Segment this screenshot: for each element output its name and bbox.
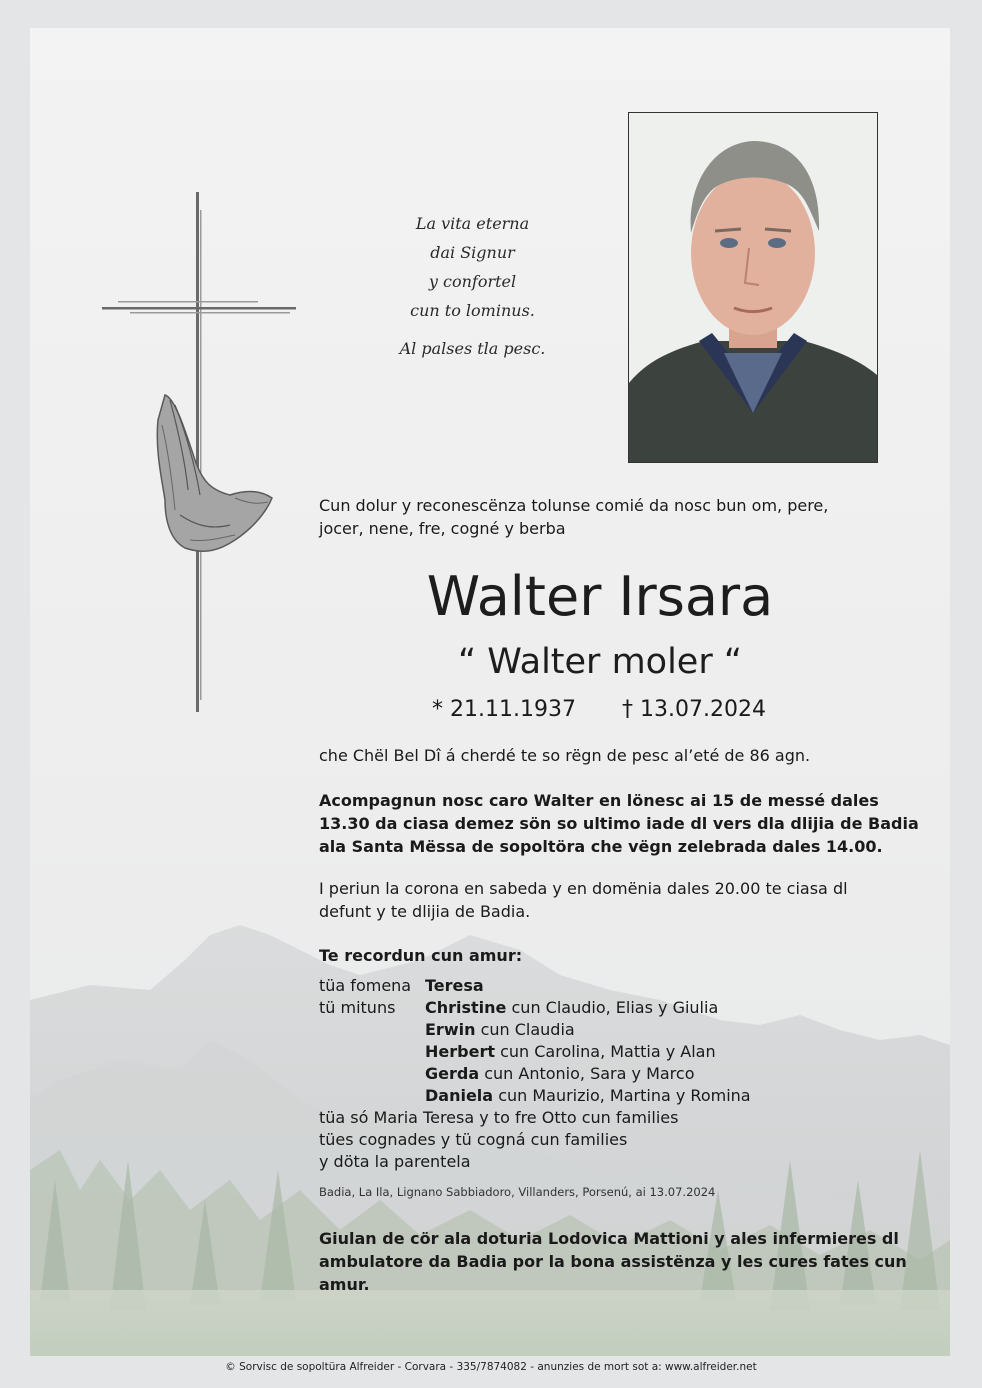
portrait-photo [628,112,878,463]
places-date: Badia, La Ila, Lignano Sabbiadoro, Villanders, Porsenú, ai 13.07.2024 [319,1185,716,1199]
family-row-child [319,1063,751,1085]
rosary-line-1: I periun la corona en sabeda y en domënia dales 20.00 te ciasa dl [319,879,848,898]
child-rest: cun Maurizio, Martina y Romina [498,1086,751,1105]
child-rest: cun Claudio, Elias y Giulia [511,998,719,1017]
praying-hands-icon [150,390,275,555]
verse-line-3: y confortel [428,272,517,291]
family-list [319,975,751,1173]
remember-heading: Te recordun cun amur: [319,946,523,965]
family-other: tües cognades y tü cogná cun families [319,1130,628,1149]
family-row-other [319,1129,751,1151]
verse-line-4: cun to lominus. [410,301,535,320]
child-name: Erwin [425,1020,476,1039]
deceased-nickname: “ Walter moler “ [458,642,742,682]
family-row-child [319,1019,751,1041]
verse-line-5: Al palses tla pesc. [399,339,546,358]
thanks-line-3: amur. [319,1275,370,1294]
age-line: che Chël Bel Dî á cherdé te so rëgn de pesc al’eté de 86 agn. [319,746,811,765]
thanks-line-1: Giulan de cör ala doturia Lodovica Mattioni y ales infermieres dl [319,1229,899,1248]
child-rest: cun Carolina, Mattia y Alan [500,1042,716,1061]
death-date: † 13.07.2024 [622,697,766,722]
rosary-line-2: defunt y te dlijia de Badia. [319,902,531,921]
footer-credit: © Sorvisc de sopoltüra Alfreider - Corvara - 335/7874082 - anunzies de mort sot a: www.alfreider.net [225,1361,757,1373]
verse-line-2: dai Signur [430,243,515,262]
children-label: tü mituns [319,998,396,1017]
family-other: tüa só Maria Teresa y to fre Otto cun families [319,1108,679,1127]
family-row-other [319,1151,751,1173]
family-row-child [319,997,751,1019]
family-row-wife [319,975,751,997]
funeral-line-2: 13.30 da ciasa demez sön so ultimo iade dl vers dla dlijia de Badia [319,814,919,833]
family-row-other [319,1107,751,1129]
wife-label: tüa fomena [319,976,412,995]
birth-date: * 21.11.1937 [432,697,576,722]
funeral-line-3: ala Santa Mëssa de sopoltöra che vëgn zelebrada dales 14.00. [319,837,883,856]
family-row-child [319,1041,751,1063]
family-row-child [319,1085,751,1107]
intro-line-2: jocer, nene, fre, cogné y berba [319,519,566,538]
verse-line-1: La vita eterna [415,214,530,233]
child-name: Christine [425,998,507,1017]
child-rest: cun Antonio, Sara y Marco [484,1064,695,1083]
child-name: Herbert [425,1042,495,1061]
wife-name: Teresa [425,976,484,995]
thanks-line-2: ambulatore da Badia por la bona assistënza y les cures fates cun [319,1252,907,1271]
child-name: Daniela [425,1086,494,1105]
family-other: y döta la parentela [319,1152,471,1171]
funeral-line-1: Acompagnun nosc caro Walter en lönesc ai 15 de messé dales [319,791,879,810]
deceased-name: Walter Irsara [426,565,774,628]
child-name: Gerda [425,1064,480,1083]
intro-line-1: Cun dolur y reconescënza tolunse comié da nosc bun om, pere, [319,496,829,515]
child-rest: cun Claudia [480,1020,575,1039]
